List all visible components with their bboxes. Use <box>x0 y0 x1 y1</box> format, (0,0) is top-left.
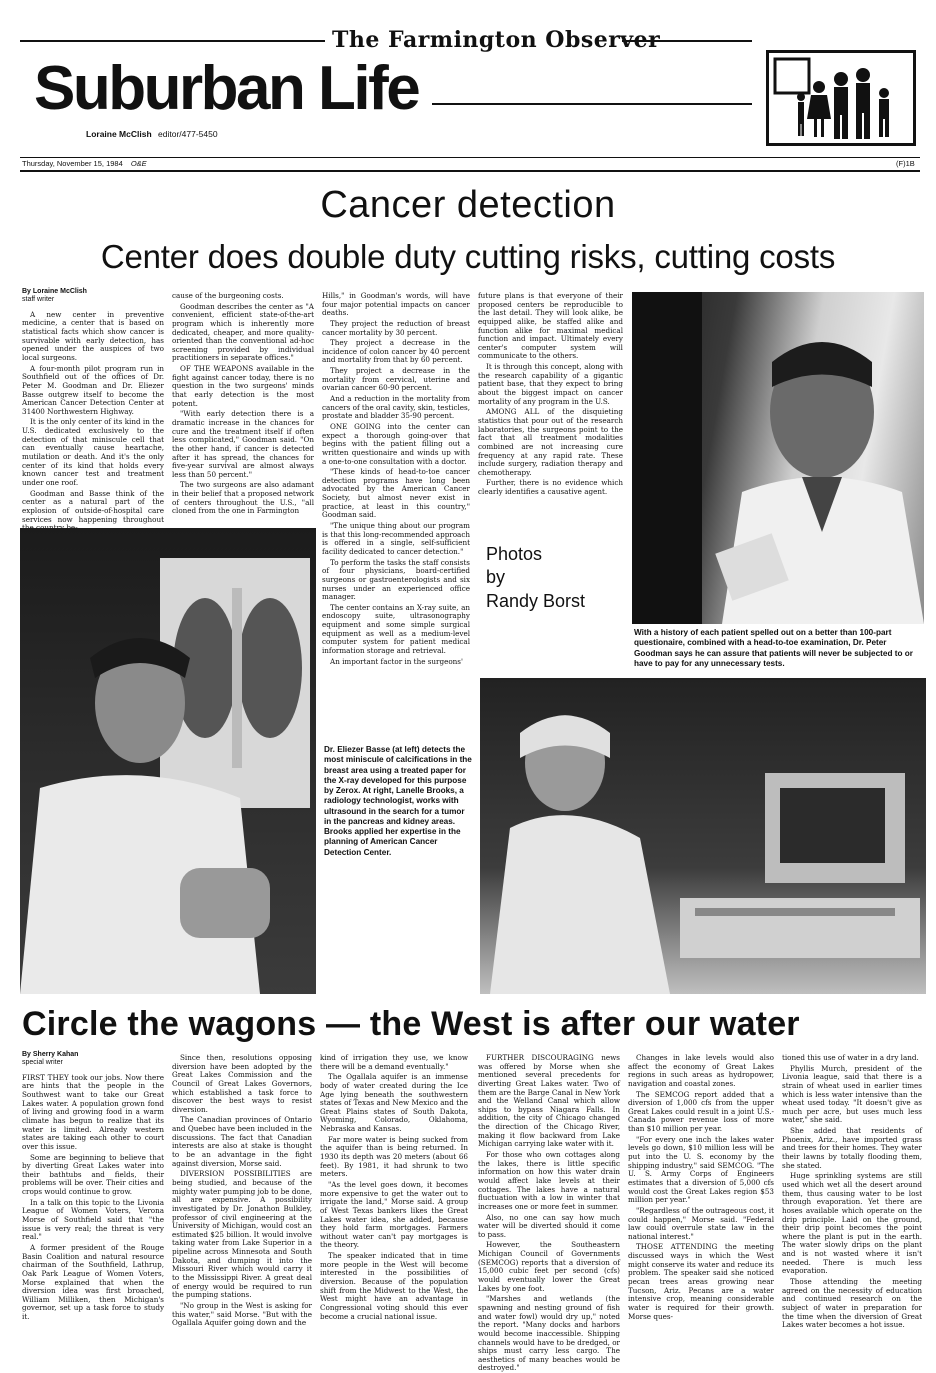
paper-name: The Farmington Observer <box>332 27 661 53</box>
paragraph: "As the level goes down, it becomes more expensive to get the water out to irrigate the land," Morse said. A group of West Texas bankers likes the Great Lakes water idea, she added, because they hold farm mortgages. Farmers without water can't pay mortgages is the theory. <box>320 1179 468 1250</box>
paragraph: future plans is that everyone of their proposed centers be reproducible to the last detail. They will look alike, be equipped alike, be staffed alike and function alike for maximal medical function and impact. Ultimately every center's computer system will communicate to the others. <box>478 291 623 361</box>
paragraph: Hills," in Goodman's words, will have four major potential impacts on cancer deaths. <box>322 291 470 318</box>
paragraph: The Canadian provinces of Ontario and Quebec have been included in the discussions. The fact that Canadian interests are also at stake is thought to be an advantage in the fight against diversion, Morse said. <box>172 1115 312 1168</box>
paragraph: "The unique thing about our program is that this long-recommended approach is offered in a single, self-sufficient facility dedicated to cancer detection." <box>322 521 470 556</box>
story2-col5 <box>628 1054 774 1357</box>
editor-name: Loraine McClish <box>86 129 152 139</box>
paragraph: The two surgeons are also adamant in their belief that a proposed network of centers throughout the U.S., "all cloned from the one in Farmington <box>172 480 314 516</box>
section-rule <box>432 103 752 105</box>
editor-line <box>86 129 218 139</box>
story2-byline-name: By Sherry Kahan <box>22 1051 79 1058</box>
paragraph: The SEMCOG report added that a diversion of 1,000 cfs from the upper Great Lakes could result in a joint U.S.-Canada power revenue loss of more than $10 million per year. <box>628 1089 774 1134</box>
paragraph: ONE GOING into the center can expect a thorough going-over that begins with the patient filling out a written questionaire and winds up with a one-to-one consultation with a doctor. <box>322 421 470 466</box>
family-logo <box>766 50 916 146</box>
dateline-rule-bottom <box>20 170 920 172</box>
paragraph: A four-month pilot program run in Southfield out of the offices of Dr. Peter M. Goodman and Dr. Eliezer Basse outgrew itself to become the American Cancer Detection Center at 31400 Northwestern Highway. <box>22 363 164 416</box>
story2-headline: Circle the wagons — the West is after our water <box>22 1005 800 1043</box>
paragraph: Also, no one can say how much water will be diverted should it come to pass. <box>478 1212 620 1239</box>
paragraph: However, the Southeastern Michigan Council of Governments (SEMCOG) reports that a diversion of 15,000 cubic feet per second (cfs) would eventually lower the Great Lakes by one foot. <box>478 1240 620 1293</box>
photo-credit-line: by <box>486 567 506 588</box>
paragraph: Some are beginning to believe that by diverting Great Lakes water into their bathtubs and fields, their problems will be over. Their cities and crops would continue to grow. <box>22 1152 164 1197</box>
story2-col1 <box>22 1051 164 1357</box>
paragraph: The speaker indicated that in time more people in the West will become interested in the possibilities of diversion. Because of the population shift from the Midwest to the West, the West might have an advantage in Congressional voting should this ever become a crucial national issue. <box>320 1251 468 1321</box>
photo-credit-line: Randy Borst <box>486 590 586 611</box>
caption-right: With a history of each patient spelled out on a better than 100-part questionaire, combined with a head-to-toe examination, Dr. Peter Goodman says he can assure that patients will never be subjected to or have to pay for any unnecessary tests. <box>634 628 913 668</box>
story2-col2 <box>172 1054 312 1357</box>
paragraph: OF THE WEAPONS available in the fight against cancer today, there is no question in the two surgeons' minds that early detection is the most potent. <box>172 364 314 408</box>
paragraph: "These kinds of head-to-toe cancer detection programs have long been advocated by the American Cancer Society, but almost never exist in practice, at least in this country," Goodman said. <box>322 467 470 520</box>
editor-info: editor/477-5450 <box>158 129 218 139</box>
paragraph: FIRST THEY took our jobs. Now there are hints that the people in the Southwest want to take our Great Lakes water. A population grown fond of living and growing food in a warm climate has begun to realize that its water is limited. Already western states are taking each other to court over this issue. <box>22 1072 164 1151</box>
story1-byline <box>22 288 164 305</box>
paragraph: Goodman describes the center as "A convenient, efficient state-of-the-art program which is inherently more dedicated, cheaper, and more quality-oriented than the conventional ad-hoc screening provided by individual practitioners in separate offices." <box>172 301 314 363</box>
story1-col3 <box>322 292 470 742</box>
paragraph: tioned this use of water in a dry land. <box>782 1053 919 1062</box>
story1-subhead: Center does double duty cutting risks, cutting costs <box>100 238 836 275</box>
edition-code: O&E <box>130 159 147 168</box>
issue-date: Thursday, November 15, 1984 <box>22 159 123 168</box>
paragraph: "Regardless of the outrageous cost, it could happen," Morse said. "Federal law could overrule state law in the national interest." <box>628 1205 774 1241</box>
paragraph: An important factor in the surgeons' <box>330 656 463 666</box>
dateline-rule <box>20 157 920 158</box>
story1-col1 <box>22 288 164 524</box>
family-icon <box>769 53 913 143</box>
paragraph: They project the reduction of breast cancer mortality by 30 percent. <box>322 318 470 337</box>
paragraph: To perform the tasks the staff consists of four physicians, board-certified surgeons or gastroenterologists and six nurses under an experienced office manager. <box>322 557 470 602</box>
ultrasound-photo <box>480 678 926 994</box>
paragraph: Further, there is no evidence which clearly identifies a causative agent. <box>478 478 623 497</box>
paragraph: "No group in the West is asking for this water," said Morse. "But with the Ogallala Aquifer going down and the <box>172 1300 312 1328</box>
paragraph: THOSE ATTENDING the meeting discussed ways in which the West might conserve its water and reduce its problem. The speaker said she noticed pecan trees areas growing near Tucson, Ariz. Pecans are a water intensive crop, meaning considerable water is required for their growth. Morse ques- <box>628 1242 774 1321</box>
paragraph: The Ogallala aquifer is an immense body of water created during the Ice Age lying beneath the southwestern states of Texas and New Mexico and the Great Plains states of South Dakota, Wyoming, Colorado, Oklahoma, Nebraska and Kansas. <box>320 1072 468 1134</box>
story2-col4 <box>478 1053 620 1373</box>
paragraph: cause of the burgeoning costs. <box>172 291 284 300</box>
story1-col4 <box>478 292 623 512</box>
paragraph: Those attending the meeting agreed on the necessity of education and continued research on the subject of water in preparation for the time when the diversion of Great Lakes water becomes a hot issue. <box>782 1277 922 1330</box>
paragraph: In a talk on this topic to the Livonia League of Women Voters, Verona Morse of Southfield said that "the issue is very real; the threat is very real." <box>22 1197 164 1242</box>
paragraph: DIVERSION POSSIBILITIES are being studied, and because of the mighty water pumping job to be done, all are expensive. A possibility investigated by Dr. Jonathon Bulkley, professor of civil engineering at the University of Michigan, would cost an estimated $25 billion. It would involve taking water from Lake Superior in a pipeline across Minnesota and South Dakota, and dumping it into the Missouri River which would carry it to the Mississippi River. A great deal of energy would be required to run the pumping stations. <box>172 1169 312 1300</box>
photo-credit <box>486 543 585 613</box>
paragraph: For those who own cottages along the lakes, there is little specific information on how this water drain would affect lake levels at their cottages. The lakes have a natural fluctuation with a low in winter that increases one or more feet in summer. <box>478 1150 620 1211</box>
story1-byline-name: By Loraine McClish <box>22 288 87 295</box>
paragraph: She added that residents of Phoenix, Ariz., have imported grass and trees for their homes. They water their lawns by totally flooding them, she stated. <box>782 1126 922 1170</box>
story2-byline <box>22 1051 164 1068</box>
paragraph: Changes in lake levels would also affect the economy of Great Lakes regions in such areas as hydropower, navigation and coastal zones. <box>628 1053 774 1088</box>
dateline <box>22 159 147 168</box>
paragraph: Since then, resolutions opposing diversion have been adopted by the Great Lakes Commission and the Council of Great Lakes Governors, which established a task force to discover the best ways to resist diversion. <box>172 1053 312 1114</box>
section-title: Suburban Life <box>34 54 419 123</box>
xray-photo <box>20 528 316 994</box>
paragraph: They project a decrease in the mortality from cervical, uterine and ovarian cancer 60-90 percent. <box>322 366 470 393</box>
paragraph: "For every one inch the lakes water levels go down, $10 million less will be put into the U. S. economy by the shipping industry," said SEMCOG. "The U. S. Army Corps of Engineers estimates that a diversion of 5,000 cfs would cost the Great Lakes region $53 million per year." <box>628 1134 774 1205</box>
paragraph: And a reduction in the mortality from cancers of the oral cavity, skin, testicles, prostate and bladder 35-90 percent. <box>322 394 470 421</box>
paragraph: Huge sprinkling systems are still used which wet all the desert around them, thus causing water to be lost through evaporation. Yet there are hoses available which operate on the drip principle. Laid on the ground, their drip point becomes the point where the plant is put in the earth. The water slowly drips on the plant and is not wasted where it isn't needed. There is much less evaporation. <box>782 1171 922 1276</box>
paragraph: A former president of the Rouge Basin Coalition and natural resource chairman of the Southfield, Lathrup, Oak Park League of Women Voters, Morse explained that when the diversion idea was first broached, William Milliken, then Michigan's governor, set up a task force to study it. <box>22 1242 164 1322</box>
paragraph: It is the only center of its kind in the U.S. dedicated exclusively to the detection of that miniscule cell that can eventually cause heartache, mutilation or death. And it's the only center of its kind that holds every known cancer test and treatment under one roof. <box>22 417 164 487</box>
paragraph: "Marshes and wetlands (the spawning and nesting ground of fish and water fowl) would dry up," noted the report. "Many docks and harbors would become inaccessible. Shipping channels would have to be dredged, or ships must carry less cargo. The aesthetics of many beaches would be destroyed." <box>478 1294 620 1373</box>
paragraph: "With early detection there is a dramatic increase in the chances for cure and the treatment itself if often less complicated," Goodman said. "On the other hand, if cancer is detected after it has spread, the chances for five-year survival are almost always less than 50 percent." <box>172 409 314 479</box>
paragraph: kind of irrigation they use, we know there will be a demand eventually." <box>320 1053 468 1071</box>
paragraph: A new center in preventive medicine, a center that is based on statistical facts which show cancer is survivable with early detection, has opened under the auspices of two local surgeons. <box>22 309 164 362</box>
story2-col3 <box>320 1054 468 1357</box>
caption-left: Dr. Eliezer Basse (at left) detects the most miniscule of calcifications in the breast area using a treated paper for the X-ray developed for this purpose by Zerox. At right, Lanelle Brooks, a radiology technologist, works with ultrasound in the search for a tumor in the pancreas and kidney areas. Brooks applied her expertise in the planning of American Cancer Detection Center. <box>324 745 472 857</box>
story2-col6 <box>782 1054 922 1357</box>
story1-headline: Cancer detection <box>320 184 616 226</box>
paragraph: Goodman and Basse think of the center as a natural part of the explosion of outside-of-hospital care services now happening throughout <box>22 488 164 524</box>
photo-credit-line: Photos <box>486 544 543 564</box>
paragraph: The center contains an X-ray suite, an endoscopy suite, ultrasonography equipment and some simple surgical equipment as well as a medium-level computer system for patient medical information storage and retrieval. <box>322 602 470 655</box>
paragraph: Phyllis Murch, president of the Livonia league, said that there is a strain of wheat used in earlier times which is less water intensive than the wheat used today. "It doesn't give as much per acre, but uses much less water," she said. <box>782 1063 922 1125</box>
story1-byline-role: staff writer <box>22 296 55 304</box>
story2-byline-role: special writer <box>22 1059 63 1067</box>
paragraph: It is through this concept, along with the research capability of a gigantic patient base, that they expect to bring about the biggest impact on cancer mortality of any program in the U.S. <box>478 362 623 406</box>
paragraph: AMONG ALL of the disquieting statistics that pour out of the research laboratories, the surgeons point to the fact that all treatment modalities combined are not increasing cure frequency at any rapid rate. These include surgery, radiation therapy and chemotherapy. <box>478 407 623 477</box>
paragraph: They project a decrease in the incidence of colon cancer by 40 percent and mortality from that by 60 percent. <box>322 338 470 365</box>
paragraph: FURTHER DISCOURAGING news was offered by Morse when she mentioned several precedents for diverting Great Lakes water. Two of them are the Barge Canal in New York and the Welland Canal which allow ships to bypass Niagara Falls. In addition, the city of Chicago changed the direction of the Chicago River, making it flow backward from Lake Michigan carrying lake water with it. <box>478 1053 620 1149</box>
masthead-rule-left <box>20 40 325 42</box>
page-number: (F)1B <box>896 159 915 168</box>
paragraph: Far more water is being sucked from the aquifer than is being returned. In 1930 its depth was 20 meters (about 66 feet). By 1981, it had shrunk to two meters. <box>320 1134 468 1179</box>
doctor-portrait-photo <box>632 292 924 624</box>
story1-col2 <box>172 292 314 524</box>
